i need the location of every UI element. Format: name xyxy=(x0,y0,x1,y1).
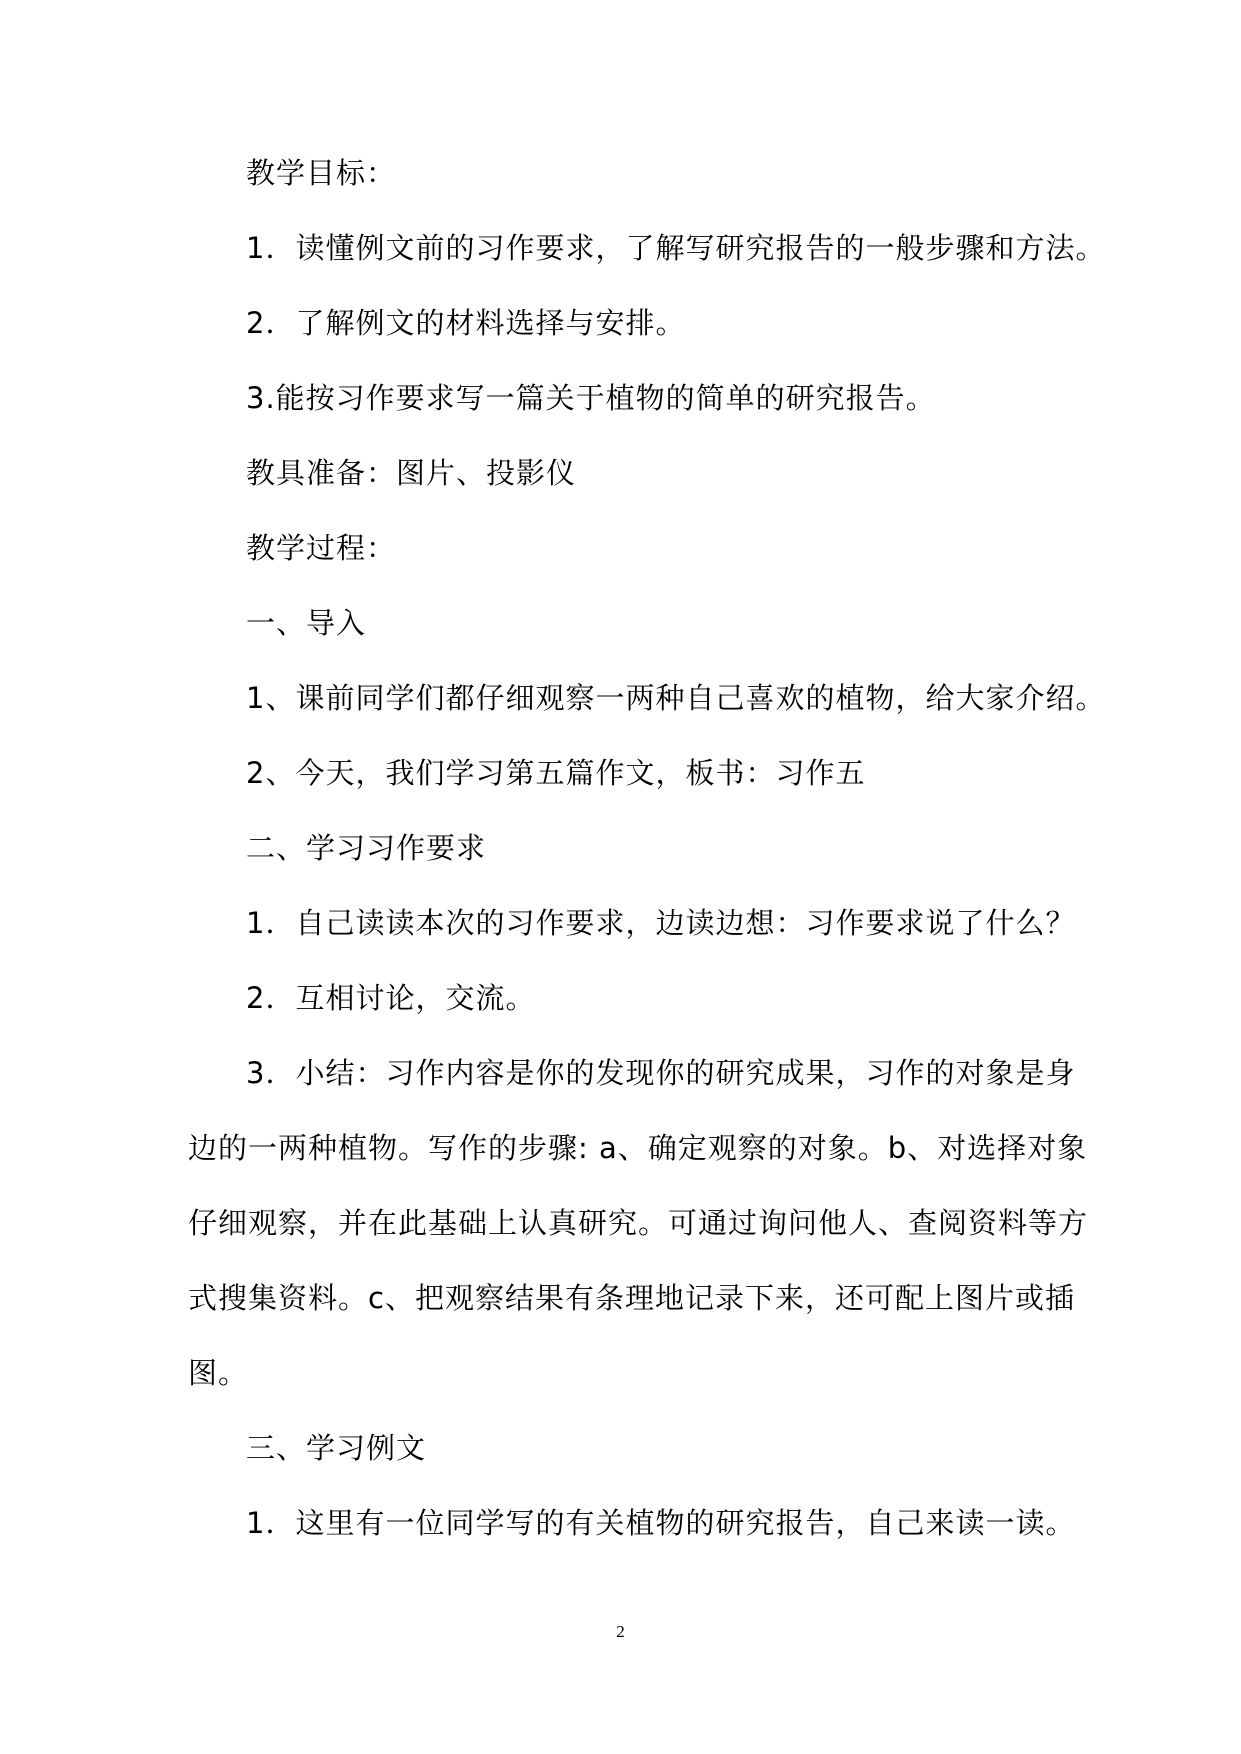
subsection-heading-requirements: 二、学习习作要求 xyxy=(246,831,487,865)
intro-item-1: 1、课前同学们都仔细观察一两种自己喜欢的植物，给大家介绍。 xyxy=(246,681,1106,715)
summary-line-5: 图。 xyxy=(188,1356,249,1390)
goal-item-3: 3.能按习作要求写一篇关于植物的简单的研究报告。 xyxy=(246,381,936,415)
subsection-heading-example: 三、学习例文 xyxy=(246,1431,427,1465)
summary-line-2: 边的一两种植物。写作的步骤: a、确定观察的对象。b、对选择对象 xyxy=(188,1131,1088,1165)
summary-line-1: 3．小结：习作内容是你的发现你的研究成果，习作的对象是身 xyxy=(246,1056,1076,1090)
goal-item-2: 2．了解例文的材料选择与安排。 xyxy=(246,306,686,340)
subsection-heading-introduction: 一、导入 xyxy=(246,606,367,640)
example-item-1: 1．这里有一位同学写的有关植物的研究报告，自己来读一读。 xyxy=(246,1506,1076,1540)
summary-line-4: 式搜集资料。c、把观察结果有条理地记录下来，还可配上图片或插 xyxy=(188,1281,1075,1315)
teaching-materials-line: 教具准备：图片、投影仪 xyxy=(246,456,577,490)
summary-line-3: 仔细观察，并在此基础上认真研究。可通过询问他人、查阅资料等方 xyxy=(188,1206,1089,1240)
requirements-item-1: 1．自己读读本次的习作要求，边读边想：习作要求说了什么？ xyxy=(246,906,1076,940)
intro-item-2: 2、今天，我们学习第五篇作文，板书：习作五 xyxy=(246,756,866,790)
page-number: 2 xyxy=(616,1622,625,1641)
goal-item-1: 1．读懂例文前的习作要求，了解写研究报告的一般步骤和方法。 xyxy=(246,231,1106,265)
section-heading-teaching-goals: 教学目标： xyxy=(246,156,397,190)
requirements-item-2: 2．互相讨论，交流。 xyxy=(246,981,536,1015)
section-heading-teaching-process: 教学过程： xyxy=(246,531,397,565)
